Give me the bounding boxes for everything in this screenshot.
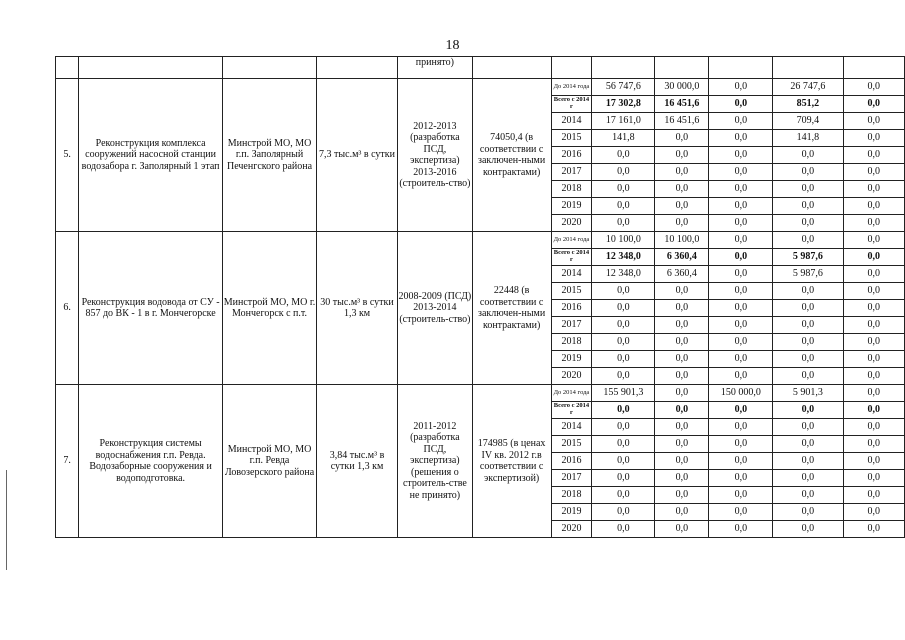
value-cell: 0,0: [843, 385, 904, 402]
year-cell: До 2014 года: [551, 385, 592, 402]
year-cell: 2020: [551, 368, 592, 385]
year-cell: 2015: [551, 436, 592, 453]
table-row: [56, 385, 905, 402]
value-cell: 0,0: [655, 198, 709, 215]
value-cell: 0,0: [843, 113, 904, 130]
value-cell: 16 451,6: [655, 113, 709, 130]
value-cell: 0,0: [773, 164, 843, 181]
year-cell: 2016: [551, 300, 592, 317]
project-name: Реконструкция комплекса сооружений насосной станции водозабора г. Заполярный 1 этап: [79, 79, 223, 232]
value-cell: 0,0: [843, 368, 904, 385]
value-cell: 17 161,0: [592, 113, 655, 130]
value-cell: 0,0: [655, 504, 709, 521]
value-cell: 17 302,8: [592, 96, 655, 113]
value-cell: 0,0: [592, 147, 655, 164]
cell: [56, 57, 79, 79]
value-cell: 0,0: [592, 521, 655, 538]
value-cell: 0,0: [655, 300, 709, 317]
value-cell: 0,0: [655, 351, 709, 368]
value-cell: 0,0: [709, 487, 773, 504]
value-cell: 0,0: [655, 147, 709, 164]
value-cell: 0,0: [592, 300, 655, 317]
project-number: 5.: [56, 79, 79, 232]
value-cell: 0,0: [843, 453, 904, 470]
value-cell: 0,0: [709, 283, 773, 300]
year-cell: 2018: [551, 487, 592, 504]
project-name: Реконструкция системы водоснабжения г.п. Ревда. Водозаборные сооружения и водоподготовка.: [79, 385, 223, 538]
project-cost: 22448 (в соответствии с заключен-ными контрактами): [472, 232, 551, 385]
project-capacity: 7,3 тыс.м³ в сутки: [317, 79, 398, 232]
value-cell: 26 747,6: [773, 79, 843, 96]
value-cell: 0,0: [773, 300, 843, 317]
cell: [551, 57, 592, 79]
cell: [709, 57, 773, 79]
value-cell: 10 100,0: [655, 232, 709, 249]
value-cell: 0,0: [592, 453, 655, 470]
year-cell: 2018: [551, 334, 592, 351]
value-cell: 0,0: [709, 249, 773, 266]
value-cell: 5 987,6: [773, 249, 843, 266]
value-cell: 12 348,0: [592, 266, 655, 283]
year-cell: 2016: [551, 453, 592, 470]
value-cell: 0,0: [709, 402, 773, 419]
cell: [79, 57, 223, 79]
value-cell: 0,0: [843, 521, 904, 538]
value-cell: 0,0: [843, 283, 904, 300]
value-cell: 0,0: [709, 351, 773, 368]
value-cell: 5 987,6: [773, 266, 843, 283]
year-cell: 2015: [551, 130, 592, 147]
value-cell: 851,2: [773, 96, 843, 113]
scan-edge-mark: [6, 470, 7, 570]
value-cell: 0,0: [843, 402, 904, 419]
value-cell: 0,0: [773, 402, 843, 419]
year-cell: 2017: [551, 317, 592, 334]
value-cell: 0,0: [843, 147, 904, 164]
value-cell: 0,0: [773, 521, 843, 538]
value-cell: 0,0: [773, 232, 843, 249]
value-cell: 0,0: [592, 198, 655, 215]
value-cell: 0,0: [773, 487, 843, 504]
value-cell: 0,0: [592, 334, 655, 351]
carryover-text: принято): [398, 57, 473, 79]
value-cell: 0,0: [709, 521, 773, 538]
value-cell: 0,0: [709, 215, 773, 232]
project-cost: 74050,4 (в соответствии с заключен-ными контрактами): [472, 79, 551, 232]
value-cell: 0,0: [655, 521, 709, 538]
cell: [655, 57, 709, 79]
value-cell: 0,0: [773, 368, 843, 385]
value-cell: 0,0: [773, 198, 843, 215]
value-cell: 0,0: [592, 470, 655, 487]
value-cell: 0,0: [709, 470, 773, 487]
project-period: 2008-2009 (ПСД) 2013-2014 (строитель-ство): [398, 232, 473, 385]
value-cell: 0,0: [709, 334, 773, 351]
value-cell: 0,0: [592, 402, 655, 419]
value-cell: 0,0: [655, 130, 709, 147]
value-cell: 141,8: [773, 130, 843, 147]
page-number: 18: [445, 38, 460, 53]
project-number: 7.: [56, 385, 79, 538]
value-cell: 0,0: [709, 130, 773, 147]
cell: [472, 57, 551, 79]
value-cell: 0,0: [773, 147, 843, 164]
project-period: 2011-2012 (разработка ПСД, экспертиза) (решения о строитель-стве не принято): [398, 385, 473, 538]
value-cell: 141,8: [592, 130, 655, 147]
value-cell: 0,0: [843, 487, 904, 504]
year-cell: 2020: [551, 215, 592, 232]
value-cell: 0,0: [843, 470, 904, 487]
value-cell: 12 348,0: [592, 249, 655, 266]
value-cell: 6 360,4: [655, 266, 709, 283]
value-cell: 0,0: [655, 470, 709, 487]
value-cell: 155 901,3: [592, 385, 655, 402]
value-cell: 0,0: [843, 249, 904, 266]
value-cell: 0,0: [773, 453, 843, 470]
value-cell: 0,0: [655, 368, 709, 385]
value-cell: 0,0: [843, 181, 904, 198]
value-cell: 0,0: [773, 283, 843, 300]
year-cell: 2019: [551, 351, 592, 368]
value-cell: 0,0: [592, 504, 655, 521]
year-cell: 2018: [551, 181, 592, 198]
cell: [773, 57, 843, 79]
value-cell: 5 901,3: [773, 385, 843, 402]
project-capacity: 30 тыс.м³ в сутки 1,3 км: [317, 232, 398, 385]
value-cell: 0,0: [843, 334, 904, 351]
year-cell: 2017: [551, 470, 592, 487]
year-cell: 2020: [551, 521, 592, 538]
project-customer: Минстрой МО, МО г. Мончегорск с п.т.: [223, 232, 317, 385]
cell: [317, 57, 398, 79]
value-cell: 0,0: [655, 419, 709, 436]
year-cell: 2019: [551, 198, 592, 215]
value-cell: 0,0: [592, 368, 655, 385]
value-cell: 0,0: [709, 79, 773, 96]
value-cell: 0,0: [592, 215, 655, 232]
value-cell: 16 451,6: [655, 96, 709, 113]
value-cell: 0,0: [709, 164, 773, 181]
project-period: 2012-2013 (разработка ПСД, экспертиза) 2013-2016 (строитель-ство): [398, 79, 473, 232]
value-cell: 0,0: [709, 147, 773, 164]
value-cell: 0,0: [655, 317, 709, 334]
value-cell: 0,0: [709, 198, 773, 215]
value-cell: 0,0: [592, 164, 655, 181]
investment-table: [55, 56, 905, 538]
value-cell: 10 100,0: [592, 232, 655, 249]
project-name: Реконструкция водовода от СУ - 857 до ВК - 1 в г. Мончегорске: [79, 232, 223, 385]
value-cell: 0,0: [773, 470, 843, 487]
value-cell: 0,0: [709, 419, 773, 436]
value-cell: 0,0: [773, 317, 843, 334]
value-cell: 709,4: [773, 113, 843, 130]
value-cell: 0,0: [843, 232, 904, 249]
value-cell: 0,0: [592, 317, 655, 334]
value-cell: 0,0: [843, 198, 904, 215]
value-cell: 0,0: [709, 113, 773, 130]
value-cell: 0,0: [592, 283, 655, 300]
value-cell: 0,0: [773, 181, 843, 198]
value-cell: 0,0: [709, 436, 773, 453]
value-cell: 0,0: [773, 215, 843, 232]
value-cell: 0,0: [655, 436, 709, 453]
year-cell: 2014: [551, 266, 592, 283]
value-cell: 0,0: [843, 215, 904, 232]
value-cell: 0,0: [773, 351, 843, 368]
project-number: 6.: [56, 232, 79, 385]
value-cell: 0,0: [592, 419, 655, 436]
value-cell: 0,0: [843, 504, 904, 521]
value-cell: 0,0: [843, 79, 904, 96]
cell: [223, 57, 317, 79]
year-cell: Всего с 2014 г: [551, 96, 592, 113]
value-cell: 0,0: [843, 317, 904, 334]
year-cell: Всего с 2014 г: [551, 402, 592, 419]
value-cell: 0,0: [843, 266, 904, 283]
value-cell: 0,0: [709, 181, 773, 198]
value-cell: 0,0: [773, 504, 843, 521]
value-cell: 0,0: [843, 419, 904, 436]
value-cell: 0,0: [843, 96, 904, 113]
value-cell: 0,0: [709, 266, 773, 283]
value-cell: 0,0: [709, 232, 773, 249]
year-cell: Всего с 2014 г: [551, 249, 592, 266]
year-cell: 2017: [551, 164, 592, 181]
project-capacity: 3,84 тыс.м³ в сутки 1,3 км: [317, 385, 398, 538]
value-cell: 0,0: [655, 402, 709, 419]
value-cell: 0,0: [655, 487, 709, 504]
value-cell: 0,0: [592, 436, 655, 453]
project-cost: 174985 (в ценах IV кв. 2012 г.в соответствии с экспертизой): [472, 385, 551, 538]
project-customer: Минстрой МО, МО г.п. Ревда Ловозерского района: [223, 385, 317, 538]
value-cell: 0,0: [709, 317, 773, 334]
value-cell: 0,0: [773, 436, 843, 453]
table-row: [56, 232, 905, 249]
project-customer: Минстрой МО, МО г.п. Заполярный Печенгского района: [223, 79, 317, 232]
cell: [592, 57, 655, 79]
year-cell: До 2014 года: [551, 232, 592, 249]
value-cell: 0,0: [709, 453, 773, 470]
value-cell: 0,0: [773, 334, 843, 351]
value-cell: 0,0: [709, 300, 773, 317]
value-cell: 0,0: [655, 215, 709, 232]
value-cell: 0,0: [709, 504, 773, 521]
value-cell: 6 360,4: [655, 249, 709, 266]
value-cell: 0,0: [592, 487, 655, 504]
year-cell: 2019: [551, 504, 592, 521]
value-cell: 0,0: [592, 351, 655, 368]
value-cell: 56 747,6: [592, 79, 655, 96]
value-cell: 0,0: [655, 334, 709, 351]
value-cell: 0,0: [592, 181, 655, 198]
value-cell: 0,0: [709, 96, 773, 113]
value-cell: 0,0: [655, 283, 709, 300]
value-cell: 0,0: [655, 164, 709, 181]
value-cell: 150 000,0: [709, 385, 773, 402]
year-cell: 2014: [551, 113, 592, 130]
year-cell: До 2014 года: [551, 79, 592, 96]
value-cell: 0,0: [773, 419, 843, 436]
value-cell: 0,0: [843, 300, 904, 317]
value-cell: 0,0: [655, 385, 709, 402]
value-cell: 0,0: [709, 368, 773, 385]
value-cell: 0,0: [655, 181, 709, 198]
table-row: [56, 79, 905, 96]
value-cell: 0,0: [843, 436, 904, 453]
value-cell: 0,0: [843, 164, 904, 181]
value-cell: 30 000,0: [655, 79, 709, 96]
year-cell: 2015: [551, 283, 592, 300]
carryover-row: [56, 57, 905, 79]
value-cell: 0,0: [843, 351, 904, 368]
cell: [843, 57, 904, 79]
value-cell: 0,0: [843, 130, 904, 147]
year-cell: 2016: [551, 147, 592, 164]
value-cell: 0,0: [655, 453, 709, 470]
year-cell: 2014: [551, 419, 592, 436]
